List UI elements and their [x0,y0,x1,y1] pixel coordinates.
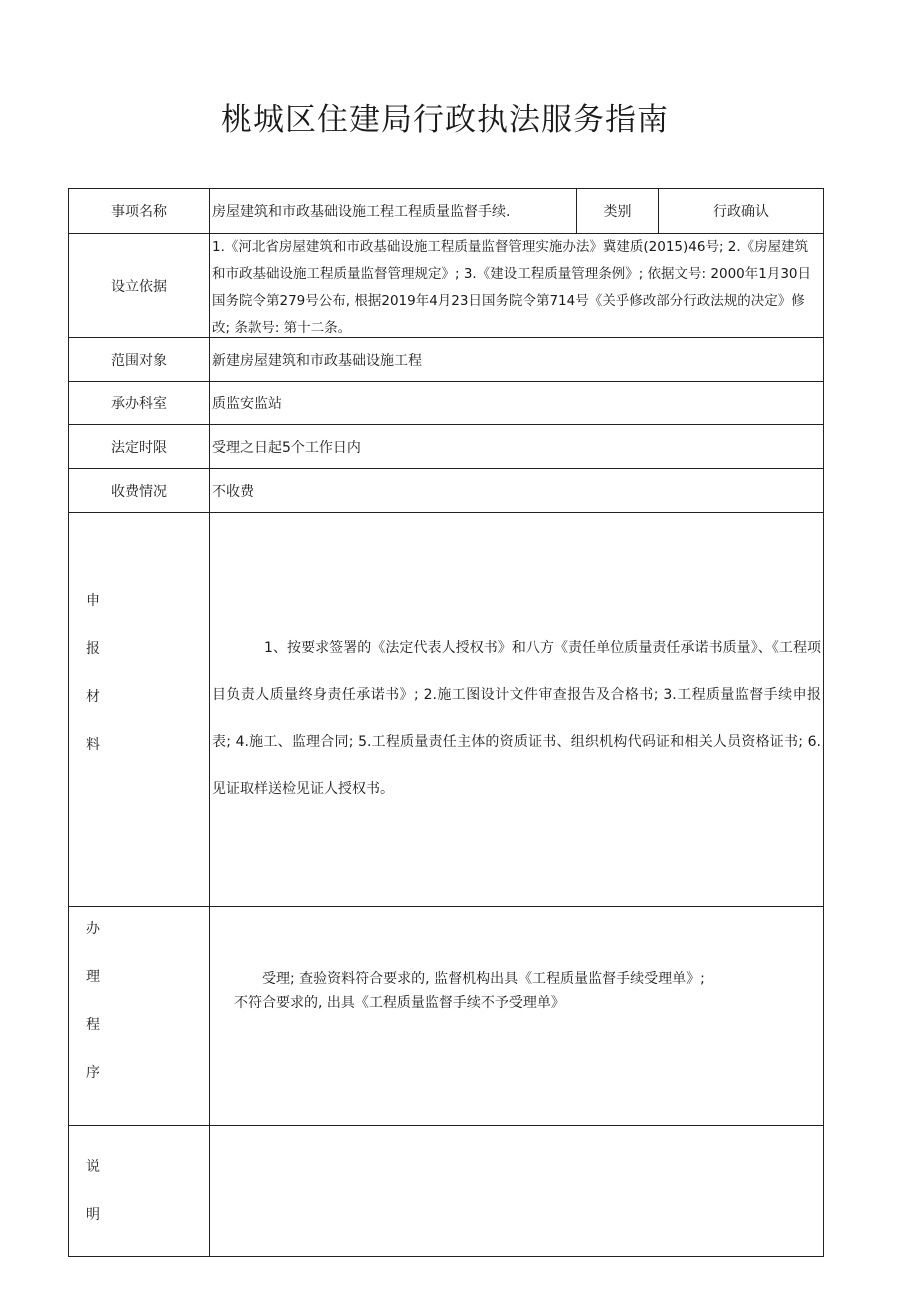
row-notes [69,1126,824,1257]
category-label: 类别 [577,189,659,234]
time-limit-label: 法定时限 [69,425,210,469]
row-time-limit [69,425,824,469]
row-materials [69,513,824,907]
procedure-label: 办 理 程 序 [69,907,210,1126]
materials-value: 1、按要求签署的《法定代表人授权书》和八方《责任单位质量责任承诺书质量》、《工程项目负责人质量终身责任承诺书》; 2.施工图设计文件审查报告及合格书; 3.工程质量监督手续申报表; 4.施工、监理合同; 5.工程质量责任主体的资质证书、组织机构代码证和相关人员资格证书; 6.见证取样送检见证人授权书。 [212,640,821,797]
notes-value [210,1126,824,1257]
basis-label: 设立依据 [69,234,210,338]
fee-label: 收费情况 [69,469,210,513]
procedure-line-1: 受理; 查验资料符合要求的, 监督机构出具《工程质量监督手续受理单》; [262,971,705,987]
row-item-name [69,189,824,234]
materials-label: 申 报 材 料 [69,513,210,907]
fee-value: 不收费 [210,469,824,513]
row-procedure [69,907,824,1126]
basis-value: 1.《河北省房屋建筑和市政基础设施工程质量监督管理实施办法》冀建质(2015)46号; 2.《房屋建筑和市政基础设施工程质量监督管理规定》; 3.《建设工程质量管理条例》; 依据文号: 2000年1月30日国务院令第279号公布, 根据2019年4月23日国务院令第714号《关乎修改部分行政法规的决定》修改; 条款号: 第十二条。 [212,239,812,336]
item-name-value: 房屋建筑和市政基础设施工程工程质量监督手续. [210,189,577,234]
row-department [69,382,824,425]
row-basis [69,234,824,338]
time-limit-value: 受理之日起5个工作日内 [210,425,824,469]
notes-label: 说 明 [69,1126,210,1257]
page-title: 桃城区住建局行政执法服务指南 [221,102,669,138]
scope-label: 范围对象 [69,338,210,382]
category-value: 行政确认 [659,189,824,234]
row-fee [69,469,824,513]
department-label: 承办科室 [69,382,210,425]
row-scope [69,338,824,382]
item-name-label: 事项名称 [69,189,210,234]
service-guide-table [68,188,824,1257]
scope-value: 新建房屋建筑和市政基础设施工程 [210,338,824,382]
procedure-line-2: 不符合要求的, 出具《工程质量监督手续不予受理单》 [234,995,565,1011]
department-value: 质监安监站 [210,382,824,425]
